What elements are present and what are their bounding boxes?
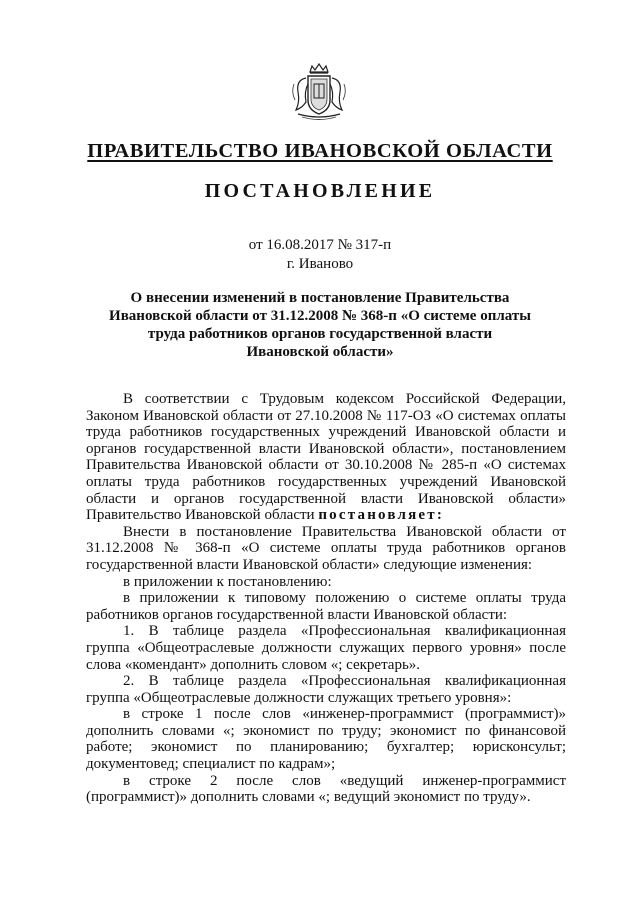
body-line: Правительства Ивановской области от 30.10.2008 № 285-п «О системах <box>86 457 566 474</box>
body-line: Законом Ивановской области от 27.10.2008 № 117-ОЗ «О системах оплаты <box>86 407 566 424</box>
organization-name: ПРАВИТЕЛЬСТВО ИВАНОВСКОЙ ОБЛАСТИ <box>87 140 553 162</box>
body-line: в строке 2 после слов «ведущий инженер-программист <box>123 772 566 789</box>
body-line: Внести в постановление Правительства Ивановской области от <box>123 523 566 540</box>
body-line: слова «комендант» дополнить словом «; секретарь». <box>86 656 421 673</box>
body-line <box>86 507 566 524</box>
body-line: В соответствии с Трудовым кодексом Российской Федерации, <box>123 391 566 407</box>
body-line: области и органов государственной власти Ивановской области» <box>86 490 566 507</box>
document-date-number: от 16.08.2017 № 317-п <box>248 237 392 253</box>
body-line: в приложении к постановлению: <box>123 573 332 590</box>
body-line: 31.12.2008 № 368-п «О системе оплаты труда работников органов <box>86 540 566 557</box>
title-line: О внесении изменений в постановление Правительства <box>130 290 510 306</box>
title-line: Ивановской области от 31.12.2008 № 368-п «О системе оплаты <box>109 308 531 324</box>
body-line: государственной власти Ивановской области» следующие изменения: <box>86 556 533 573</box>
body-line: (программист)» дополнить словами «; ведущий экономист по труду». <box>86 789 531 806</box>
body-line: 2. В таблице раздела «Профессиональная квалификационная <box>123 673 566 690</box>
body-line: в строке 1 после слов «инженер-программист (программист)» <box>123 706 566 723</box>
body-line: 1. В таблице раздела «Профессиональная квалификационная <box>123 623 566 640</box>
resolves-word: постановляет: <box>318 507 445 524</box>
body-text: Правительство Ивановской области <box>86 507 315 524</box>
body-line: оплаты труда работников государственных учреждений Ивановской <box>86 473 566 490</box>
document-body <box>86 391 566 806</box>
body-line: работников органов государственной власти Ивановской области: <box>86 606 508 623</box>
body-line: группа «Общеотраслевые должности служащих третьего уровня»: <box>86 689 512 706</box>
body-line: в приложении к типовому положению о системе оплаты труда <box>123 590 566 607</box>
title-line: Ивановской области» <box>246 344 394 360</box>
document-city: г. Иваново <box>286 256 354 272</box>
document-type: ПОСТАНОВЛЕНИЕ <box>204 180 436 202</box>
title-line: труда работников органов государственной власти <box>147 326 493 342</box>
coat-of-arms-icon <box>288 62 350 122</box>
body-line: работе; экономист по планированию; бухгалтер; юрисконсульт; <box>86 739 566 756</box>
body-line: дополнить словами «; экономист по труду; экономист по финансовой <box>86 722 566 739</box>
document-title <box>95 289 545 361</box>
body-line: органов государственной власти Ивановской области», постановлением <box>86 440 566 457</box>
body-line: труда работников государственных учреждений Ивановской области и <box>86 424 566 441</box>
body-line: группа «Общеотраслевые должности служащих первого уровня» после <box>86 639 566 656</box>
body-line: документовед; специалист по кадрам»; <box>86 756 336 773</box>
